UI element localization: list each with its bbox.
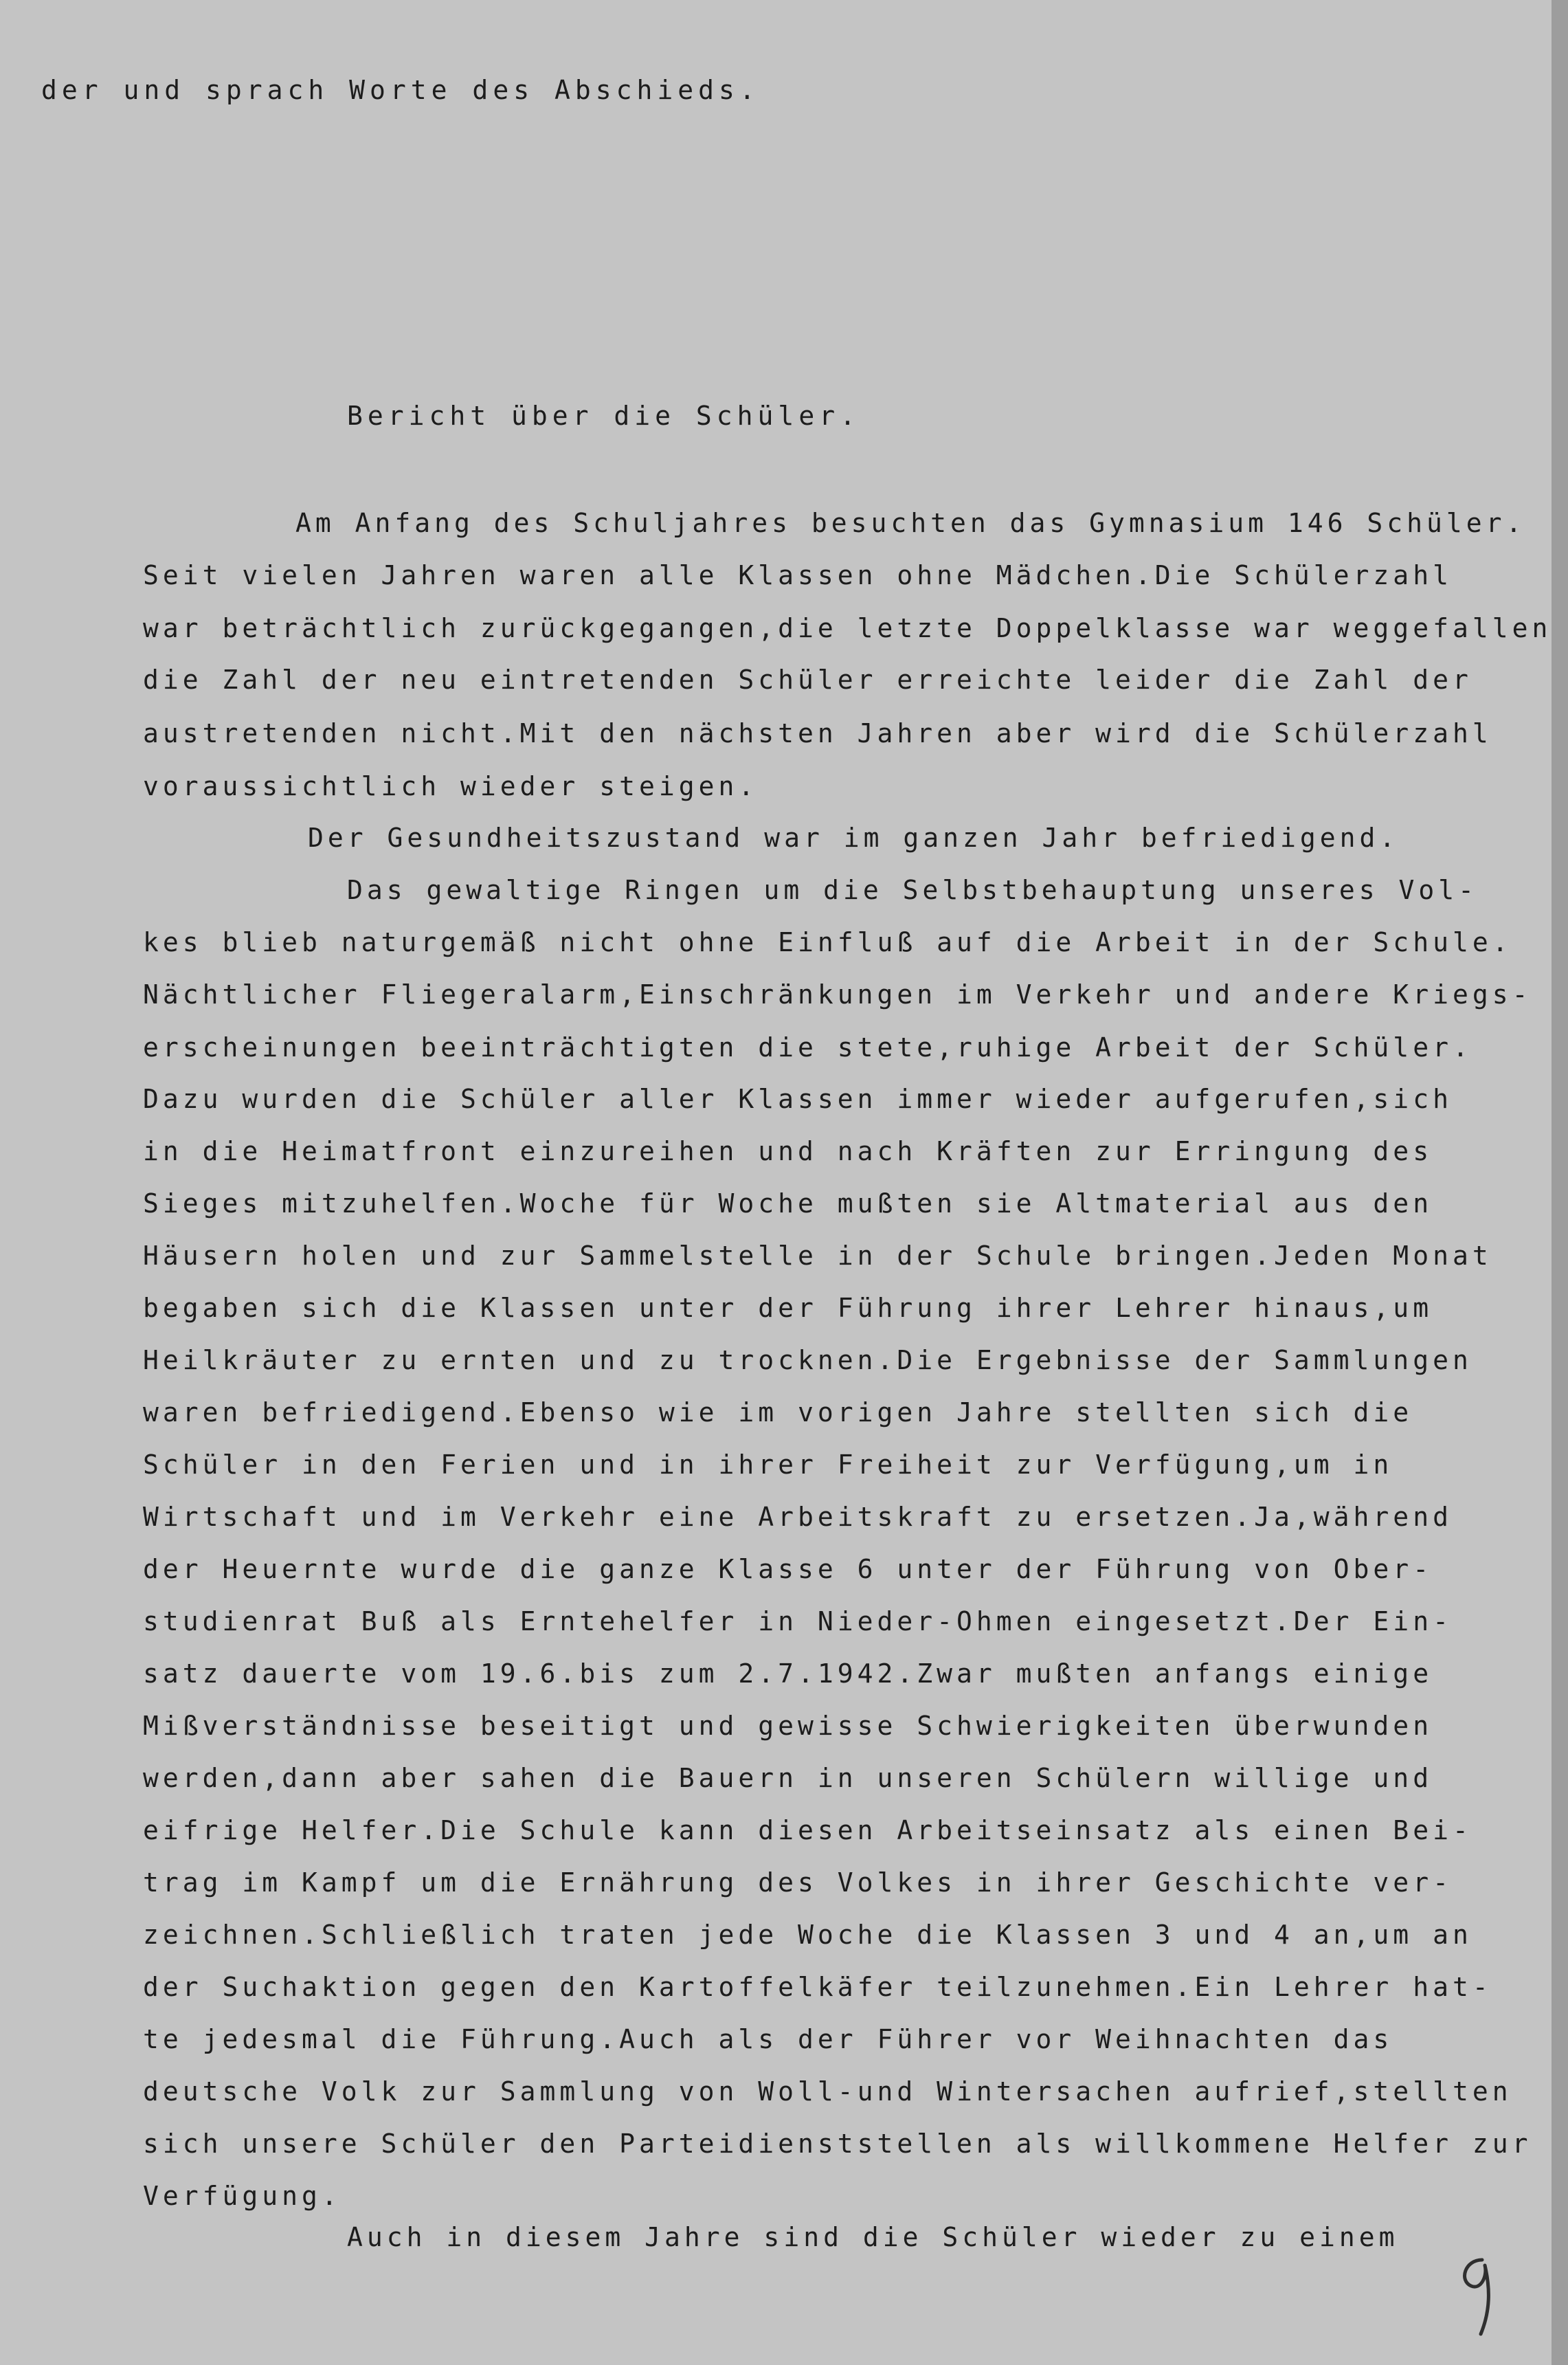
intro-line: der und sprach Worte des Abschieds. <box>41 75 760 105</box>
text-line: deutsche Volk zur Sammlung von Woll-und Wintersachen aufrief,stellten <box>143 2076 1512 2107</box>
text-line: kes blieb naturgemäß nicht ohne Einfluß auf die Arbeit in der Schule. <box>143 927 1512 957</box>
text-line: satz dauerte vom 19.6.bis zum 2.7.1942.Zwar mußten anfangs einige <box>143 1658 1433 1689</box>
page-number-handwritten <box>1441 2247 1510 2344</box>
text-line: werden,dann aber sahen die Bauern in unseren Schülern willige und <box>143 1763 1433 1793</box>
text-line: in die Heimatfront einzureihen und nach Kräften zur Erringung des <box>143 1136 1433 1166</box>
text-line: Häusern holen und zur Sammelstelle in der Schule bringen.Jeden Monat <box>143 1241 1492 1271</box>
text-line: Seit vielen Jahren waren alle Klassen ohne Mädchen.Die Schülerzahl <box>143 560 1453 590</box>
text-line: Heilkräuter zu ernten und zu trocknen.Die Ergebnisse der Sammlungen <box>143 1345 1472 1375</box>
text-line: sich unsere Schüler den Parteidienststellen als willkommene Helfer zur <box>143 2129 1532 2159</box>
text-line: Schüler in den Ferien und in ihrer Freiheit zur Verfügung,um in <box>143 1450 1393 1480</box>
text-line: war beträchtlich zurückgegangen,die letzte Doppelklasse war weggefallen <box>143 613 1552 643</box>
text-line: Das gewaltige Ringen um die Selbstbehauptung unseres Vol- <box>347 875 1479 905</box>
text-line: der Heuernte wurde die ganze Klasse 6 unter der Führung von Ober- <box>143 1554 1433 1584</box>
text-line: Nächtlicher Fliegeralarm,Einschränkungen im Verkehr und andere Kriegs- <box>143 979 1532 1010</box>
text-line: Sieges mitzuhelfen.Woche für Woche mußten sie Altmaterial aus den <box>143 1188 1433 1219</box>
text-line: studienrat Buß als Erntehelfer in Nieder-Ohmen eingesetzt.Der Ein- <box>143 1606 1453 1636</box>
text-line: Am Anfang des Schuljahres besuchten das Gymnasium 146 Schüler. <box>295 508 1526 538</box>
text-line: begaben sich die Klassen unter der Führung ihrer Lehrer hinaus,um <box>143 1293 1433 1323</box>
text-line: Wirtschaft und im Verkehr eine Arbeitskraft zu ersetzen.Ja,während <box>143 1502 1453 1532</box>
section-heading: Bericht über die Schüler. <box>347 401 860 431</box>
text-line: zeichnen.Schließlich traten jede Woche die Klassen 3 und 4 an,um an <box>143 1920 1472 1950</box>
text-line: voraussichtlich wieder steigen. <box>143 771 759 801</box>
text-line: erscheinungen beeinträchtigten die stete,ruhige Arbeit der Schüler. <box>143 1032 1472 1063</box>
text-line: te jedesmal die Führung.Auch als der Führer vor Weihnachten das <box>143 2024 1393 2054</box>
text-line: Mißverständnisse beseitigt und gewisse Schwierigkeiten überwunden <box>143 1711 1433 1741</box>
text-line: der Suchaktion gegen den Kartoffelkäfer teilzunehmen.Ein Lehrer hat- <box>143 1972 1492 2002</box>
text-line: austretenden nicht.Mit den nächsten Jahren aber wird die Schülerzahl <box>143 718 1492 748</box>
text-line: waren befriedigend.Ebenso wie im vorigen Jahre stellten sich die <box>143 1397 1413 1428</box>
text-line: eifrige Helfer.Die Schule kann diesen Arbeitseinsatz als einen Bei- <box>143 1815 1472 1845</box>
text-line: Auch in diesem Jahre sind die Schüler wieder zu einem <box>347 2222 1399 2252</box>
text-line: trag im Kampf um die Ernährung des Volkes in ihrer Geschichte ver- <box>143 1867 1453 1898</box>
text-line: Dazu wurden die Schüler aller Klassen immer wieder aufgerufen,sich <box>143 1084 1453 1114</box>
text-line: die Zahl der neu eintretenden Schüler erreichte leider die Zahl der <box>143 665 1472 695</box>
text-line: Der Gesundheitszustand war im ganzen Jahr befriedigend. <box>308 823 1400 853</box>
text-line: Verfügung. <box>143 2181 341 2211</box>
